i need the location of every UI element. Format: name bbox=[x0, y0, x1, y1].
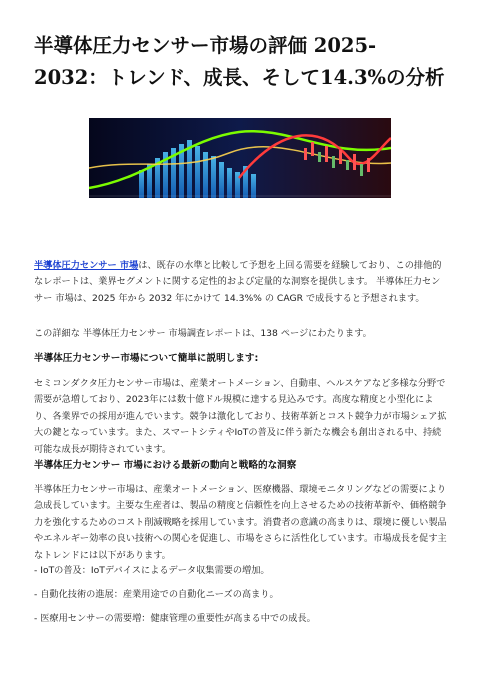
section1-paragraph: セミコンダクタ圧力センサー市場は、産業オートメーション、自動車、ヘルスケアなど多様な分野で需要が急増しており、2023年には数十億ドル規模に達する見込みです。高度な精度と小型化により、各業界での採用が進んでいます。競争は激化しており、技術革新とコスト競争力が市場シェア拡大の鍵となっています。また、スマートシティやIoTの普及に伴う新たな機会も創出される中、持続可能な成長が期待されています。 bbox=[34, 378, 447, 455]
pages-note: この詳細な 半導体圧力センサー 市場調査レポートは、138 ページにわたります。 bbox=[34, 328, 372, 339]
chart-graphic bbox=[89, 118, 391, 198]
bullet-item: - 医療用センサーの需要増：健康管理の重要性が高まる中での成長。 bbox=[34, 613, 316, 624]
section1-heading: 半導体圧力センサー市場について簡単に説明します: bbox=[34, 353, 259, 364]
bullet-item: - 自動化技術の進展：産業用途での自動化ニーズの高まり。 bbox=[34, 589, 279, 600]
financial-chart-image bbox=[89, 118, 391, 198]
section2-paragraph: 半導体圧力センサー市場は、産業オートメーション、医療機器、環境モニタリングなどの需要により急成長しています。主要な生産者は、製品の精度と信頼性を向上させるための技術革新や、価格競争力を強化するためのコスト削減戦略を採用しています。消費者の意識の高まりは、環境に優しい製品やエネルギー効率の良い技術への関心を促進し、市場をさらに活性化しています。市場成長を促す主なトレンドには以下があります。 bbox=[34, 484, 447, 561]
section2-heading: 半導体圧力センサー 市場における最新の動向と戦略的な洞察 bbox=[34, 460, 297, 471]
intro-paragraph bbox=[34, 258, 448, 307]
document-title: 半導体圧力センサー市場の評価 2025-2032：トレンド、成長、そして14.3%の分析 bbox=[34, 34, 445, 89]
intro-text: は、既存の水準と比較して予想を上回る需要を経験しており、この排他的なレポートは、業界セグメントに関する定性的および定量的な洞察を提供します。 半導体圧力センサー 市場は、2025 年から 2032 年にかけて 14.3%% の CAGR で成長すると予想されます。 bbox=[34, 260, 442, 304]
bullet-item: - IoTの普及：IoTデバイスによるデータ収集需要の増加。 bbox=[34, 565, 270, 576]
market-link[interactable]: 半導体圧力センサー 市場 bbox=[34, 260, 139, 271]
